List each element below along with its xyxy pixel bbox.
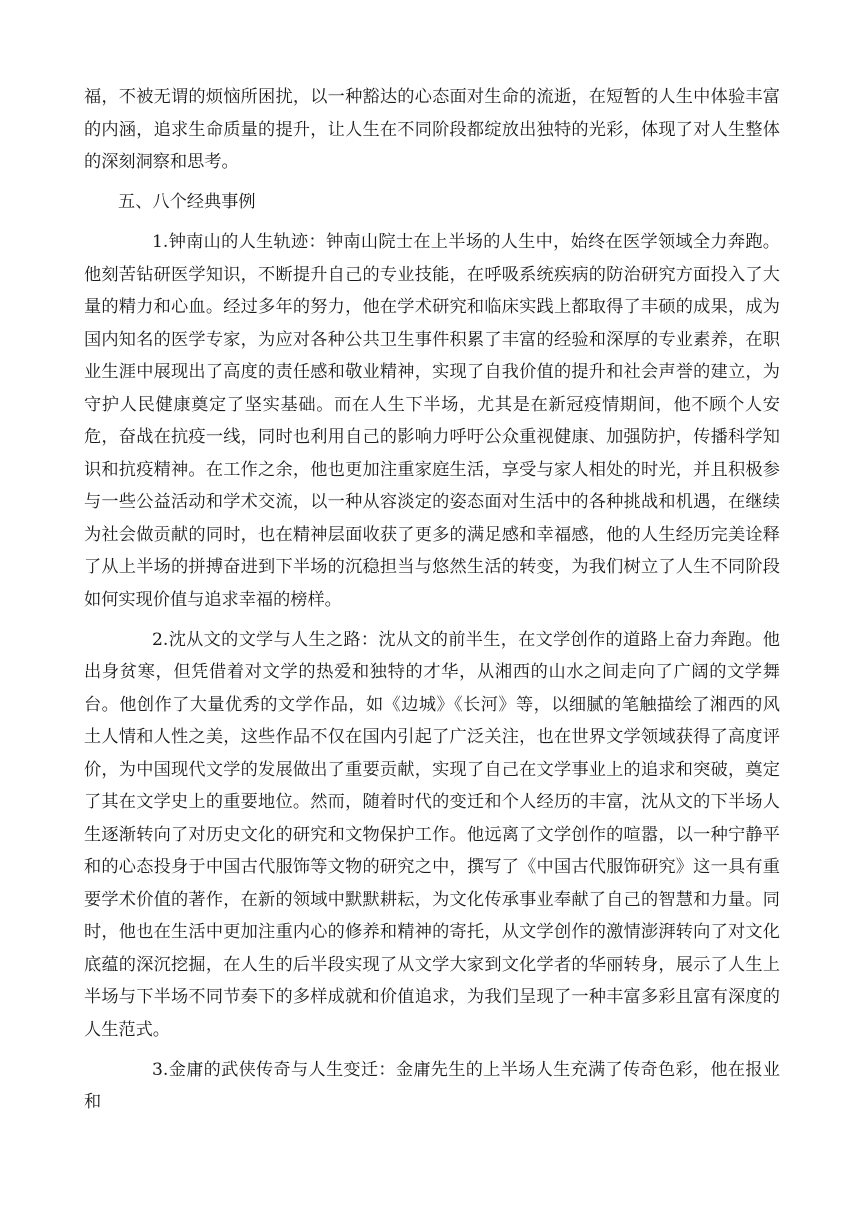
example-number: 3. (152, 1059, 169, 1080)
example-text: 金庸的武侠传奇与人生变迁：金庸先生的上半场人生充满了传奇色彩，他在报业和 (84, 1059, 780, 1112)
example-text: 钟南山的人生轨迹：钟南山院士在上半场的人生中，始终在医学领域全力奔跑。他刻苦钻研医学知识，不断提升自己的专业技能，在呼吸系统疾病的防治研究方面投入了大量的精力和心血。经过多年的努力，他在学术研究和临床实践上都取得了丰硕的成果，成为国内知名的医学专家，为应对各种公共卫生事件积累了丰富的经验和深厚的专业素养，在职业生涯中展现出了高度的责任感和敬业精神，实现了自我价值的提升和社会声誉的建立，为守护人民健康奠定了坚实基础。而在人生下半场，尤其是在新冠疫情期间，他不顾个人安危，奋战在抗疫一线，同时也利用自己的影响力呼吁公众重视健康、加强防护，传播科学知识和抗疫精神。在工作之余，他也更加注重家庭生活，享受与家人相处的时光，并且积极参与一些公益活动和学术交流，以一种从容淡定的姿态面对生活中的各种挑战和机遇，在继续为社会做贡献的同时，也在精神层面收获了更多的满足感和幸福感，他的人生经历完美诠释了从上半场的拼搏奋进到下半场的沉稳担当与悠然生活的转变，为我们树立了人生不同阶段如何实现价值与追求幸福的榜样。 (84, 232, 780, 610)
example-paragraph-2 (84, 624, 780, 1047)
document-body (84, 81, 780, 1126)
section-heading: 五、八个经典事例 (118, 192, 256, 212)
example-text: 沈从文的文学与人生之路：沈从文的前半生，在文学创作的道路上奋力奔跑。他出身贫寒，但凭借着对文学的热爱和独特的才华，从湘西的山水之间走向了广阔的文学舞台。他创作了大量优秀的文学作品，如《边城》《长河》等，以细腻的笔触描绘了湘西的风土人情和人性之美，这些作品不仅在国内引起了广泛关注，也在世界文学领域获得了高度评价，为中国现代文学的发展做出了重要贡献，实现了自己在文学事业上的追求和突破，奠定了其在文学史上的重要地位。然而，随着时代的变迁和个人经历的丰富，沈从文的下半场人生逐渐转向了对历史文化的研究和文物保护工作。他远离了文学创作的喧嚣，以一种宁静平和的心态投身于中国古代服饰等文物的研究之中，撰写了《中国古代服饰研究》这一具有重要学术价值的著作，在新的领域中默默耕耘，为文化传承事业奉献了自己的智慧和力量。同时，他也在生活中更加注重内心的修养和精神的寄托，从文学创作的激情澎湃转向了对文化底蕴的深沉挖掘，在人生的后半段实现了从文学大家到文化学者的华丽转身，展示了人生上半场与下半场不同节奏下的多样成就和价值追求，为我们呈现了一种丰富多彩且富有深度的人生范式。 (84, 629, 780, 1040)
example-number: 2. (152, 629, 169, 650)
intro-paragraph: 福，不被无谓的烦恼所困扰，以一种豁达的心态面对生命的流逝，在短暂的人生中体验丰富的内涵，追求生命质量的提升，让人生在不同阶段都绽放出独特的光彩，体现了对人生整体的深刻洞察和思考。 (84, 87, 780, 172)
example-paragraph-3 (84, 1054, 780, 1119)
example-number: 1. (152, 232, 169, 252)
example-paragraph-1 (84, 226, 780, 616)
